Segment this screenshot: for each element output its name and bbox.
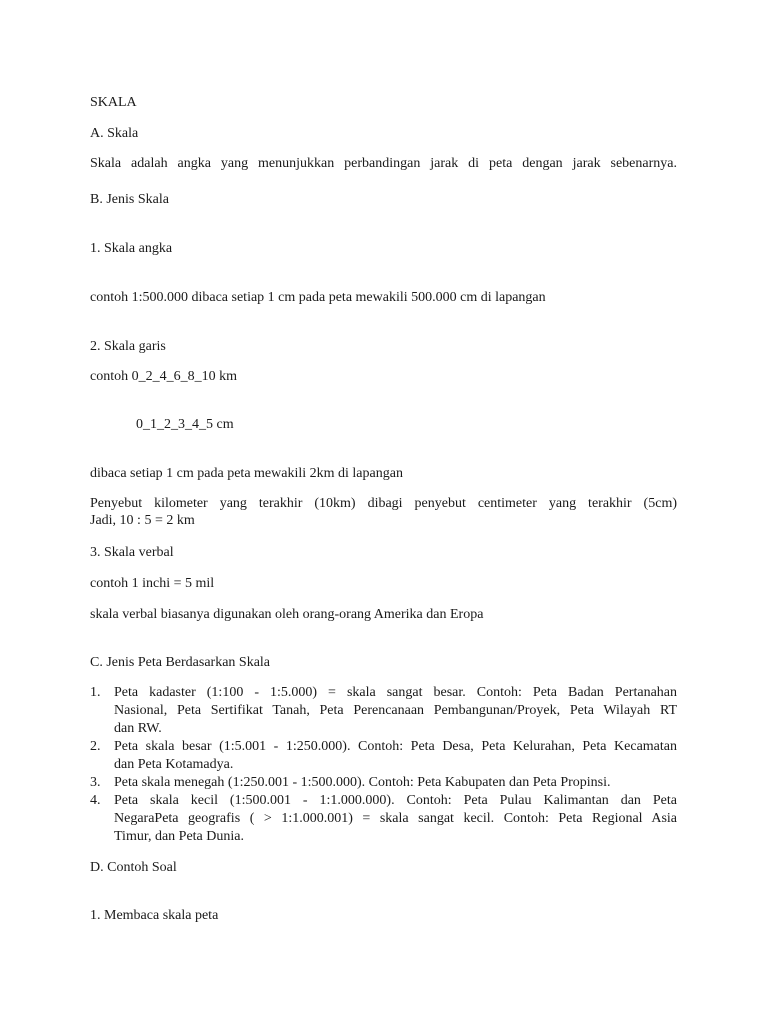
skala-angka-heading: 1. Skala angka [90,241,173,256]
skala-angka-example: contoh 1:500.000 dibaca setiap 1 cm pada peta mewakili 500.000 cm di lapangan [90,290,546,305]
skala-verbal-example: contoh 1 inchi = 5 mil [90,576,215,591]
list-line: Nasional, Peta Sertifikat Tanah, Peta Perencanaan Pembangunan/Proyek, Peta Wilayah RT [114,703,677,718]
skala-garis-heading: 2. Skala garis [90,339,166,354]
list-line: dan Peta Kotamadya. [114,757,234,772]
list-number: 4. [90,793,101,808]
list-line: Peta skala kecil (1:500.001 - 1:1.000.000). Contoh: Peta Pulau Kalimantan dan Peta [114,793,677,808]
list-item [90,738,677,774]
list-line: Peta skala besar (1:5.001 - 1:250.000). Contoh: Peta Desa, Peta Kelurahan, Peta Kecamatan [114,739,677,754]
skala-garis-read: dibaca setiap 1 cm pada peta mewakili 2km di lapangan [90,466,403,481]
list-line: NegaraPeta geografis ( > 1:1.000.001) = skala sangat kecil. Contoh: Peta Regional Asia [114,811,677,826]
list-item [90,792,677,846]
skala-garis-example-km: contoh 0_2_4_6_8_10 km [90,369,237,384]
map-type-list [90,684,677,846]
list-item [90,684,677,738]
list-number: 3. [90,775,101,790]
skala-verbal-note: skala verbal biasanya digunakan oleh orang-orang Amerika dan Eropa [90,607,484,622]
list-line: Peta skala menegah (1:250.001 - 1:500.000). Contoh: Peta Kabupaten dan Peta Propinsi. [114,775,611,790]
list-number: 1. [90,685,101,700]
section-d-heading: D. Contoh Soal [90,860,177,875]
skala-garis-explanation [90,495,677,529]
list-item [90,774,677,792]
list-line: Timur, dan Peta Dunia. [114,829,244,844]
explanation-line: Penyebut kilometer yang terakhir (10km) dibagi penyebut centimeter yang terakhir (5cm) [90,496,677,511]
list-line: dan RW. [114,721,162,736]
section-a-heading: A. Skala [90,126,139,141]
skala-verbal-heading: 3. Skala verbal [90,545,174,560]
document-title: SKALA [90,95,137,110]
section-a-text: Skala adalah angka yang menunjukkan perbandingan jarak di peta dengan jarak sebenarnya. [90,156,677,171]
contoh-soal-item-1: 1. Membaca skala peta [90,908,219,923]
section-c-heading: C. Jenis Peta Berdasarkan Skala [90,655,271,670]
section-b-heading: B. Jenis Skala [90,192,169,207]
document-page [90,0,677,1024]
list-number: 2. [90,739,101,754]
explanation-line: Jadi, 10 : 5 = 2 km [90,513,195,528]
list-line: Peta kadaster (1:100 - 1:5.000) = skala sangat besar. Contoh: Peta Badan Pertanahan [114,685,677,700]
skala-garis-example-cm: 0_1_2_3_4_5 cm [136,417,234,432]
